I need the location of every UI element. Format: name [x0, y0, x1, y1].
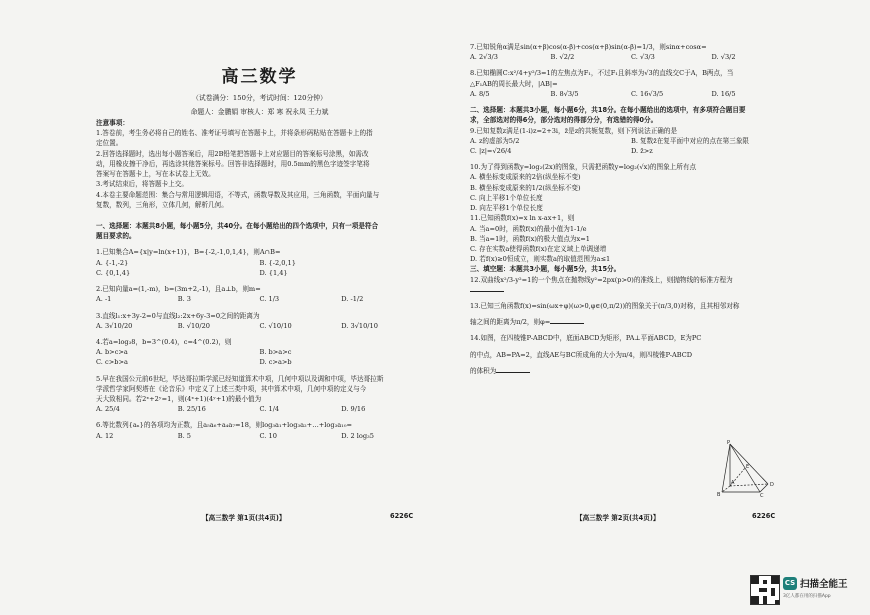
section-line: 求，全部选对的得6分，部分选对的得部分分，有选错的得0分。 [470, 116, 658, 125]
option-row [96, 321, 423, 331]
option: A. 2√3/3 [470, 53, 498, 62]
q14-stem: 14.如图，在四棱锥P-ABCD中，底面ABCD为矩形，PA⊥平面ABCD，E为PC [470, 334, 702, 343]
spacer [96, 441, 423, 447]
option: C. √10/10 [259, 321, 292, 330]
label-p: P [727, 440, 731, 446]
option: D. 16/5 [711, 89, 736, 98]
q13-stem-2: 轴之间的距离为π/2，则φ= [470, 317, 792, 327]
brand-name: 扫描全能王 [800, 579, 848, 590]
option: A. -1 [96, 295, 112, 304]
question [470, 42, 792, 68]
option: C. 10 [259, 431, 277, 440]
option-row [96, 431, 423, 441]
question [96, 374, 423, 421]
question [96, 311, 423, 337]
q10-options [470, 172, 792, 213]
option: D. 若f(x)≥0恒成立，则实数a的取值范围为a≤1 [470, 255, 611, 264]
q10-stem: 10.为了得到函数y=log₂(2x)的图象，只需把函数y=log₂(√x)的图象上所有点 [470, 163, 697, 172]
option: B. √10/20 [177, 321, 210, 330]
camscanner-logo-icon: CS [783, 577, 797, 590]
option: A. 当a=0时，函数f(x)的最小值为1-1/e [470, 224, 587, 233]
option-row [96, 268, 423, 278]
option: D. c>a>b [259, 358, 292, 367]
question [96, 247, 423, 284]
notice-line: 3.考试结束后，将答题卡上交。 [96, 180, 189, 189]
notice-line: 动，用橡皮擦干净后，再选涂其他答案标号。回答非选择题时，用0.5mm的黑色字迹签字笔将 [96, 159, 370, 168]
option-row [96, 258, 423, 268]
question-stem: 7.已知锐角α满足sin(α+β)cos(α-β)+cos(α+β)sin(α-β)=1/3，则sinα+cosα= [470, 43, 707, 51]
option: B. 3 [177, 295, 191, 304]
option: D. √3/2 [711, 53, 736, 62]
option-row [470, 146, 792, 156]
label-c: C [760, 493, 764, 499]
option-row [96, 347, 423, 357]
option: D. 2 log₃5 [341, 431, 374, 440]
q12-blank-line [470, 285, 792, 295]
question-stem: △F₁AB的周长最大时，|AB|= [470, 79, 558, 88]
option: C. 存在实数a使得函数f(x)在定义域上单调递增 [470, 244, 607, 253]
option: C. 16√3/5 [631, 89, 664, 98]
option: B. 复数z̄在复平面中对应的点在第三象限 [631, 136, 750, 145]
notice-title: 注意事项： [96, 119, 129, 127]
section-two-header [470, 105, 792, 125]
question-stem: 天大致相同。若2ˣ+2ʸ=1，则(4ˣ+1)(4ʸ+1)的最小值为 [96, 395, 262, 404]
section-line: 二、选择题：本题共3小题，每小题6分，共18分。在每小题给出的选项中，有多项符合题目要 [470, 106, 746, 115]
question-stem: 5.早在我国公元前6世纪，毕达哥拉斯学派已经知道算术中项，几何中项以及调和中项，毕达哥拉斯 [96, 374, 384, 383]
q12-stem: 12.双曲线x²/3-y²=1的一个焦点在抛物线y²=2px(p>0)的准线上，则抛物线的标准方程为 [470, 275, 733, 284]
option: D. 3√10/10 [341, 321, 378, 330]
q11-stem: 11.已知函数f(x)=x ln x-ax+1，则 [470, 214, 575, 223]
left-column [96, 118, 423, 447]
option: A. 12 [96, 431, 114, 440]
right-column [470, 42, 792, 376]
q13-stem: 13.已知三角函数f(x)=sin(ωx+φ)(ω>0,φ∈(0,π/2))的图象关于(π/3,0)对称，且其相邻对称 [470, 302, 740, 311]
question-stem: 6.等比数列{aₙ}的各项均为正数，且a₅a₆+a₄a₇=18，则log₃a₁+log₃a₂+…+log₃a₁₀= [96, 421, 352, 430]
notice-line: 4.本卷主要命题范围：集合与常用逻辑用语，不等式，函数导数及其应用，三角函数，平面向量与 [96, 190, 380, 199]
question-stem: 4.若a=log₃8，b=3^(0.4)，c=4^(0.2)，则 [96, 337, 232, 346]
right-question-list [470, 42, 792, 105]
section-one-header [96, 221, 423, 241]
notice-line: 2.回答选择题时，选出每小题答案后，用2B铅笔把答题卡上对应题目的答案标号涂黑，如需改 [96, 149, 369, 158]
section-line: 题目要求的。 [96, 232, 136, 241]
option-row [470, 136, 792, 146]
section-line: 一、选择题：本题共8小题，每小题5分，共40分。在每小题给出的四个选项中，只有一项是符合 [96, 221, 379, 230]
option: B. √2/2 [550, 53, 575, 62]
footer-right: 【高三数学 第2页(共4页)】 [576, 514, 660, 522]
question [470, 68, 792, 105]
question [96, 337, 423, 374]
option: A. 8/5 [470, 89, 490, 98]
q9-options [470, 136, 792, 156]
option: B. 横坐标变成原来的1/2(纵坐标不变) [470, 183, 581, 192]
option: D. 9/16 [341, 405, 366, 414]
question [96, 420, 423, 446]
notice-list [96, 128, 423, 210]
q14-stem-3: 的体积为 [470, 366, 792, 376]
page-code-right: 6226C [752, 512, 776, 520]
notice-line: 复数，数列，三角形，立体几何，解析几何。 [96, 200, 228, 209]
option: A. z的虚部为5/2 [470, 136, 520, 145]
option: B. 8√3/5 [550, 89, 579, 98]
option: D. -1/2 [341, 295, 364, 304]
q14-stem-2: 的中点，AB=PA=2，直线AE与BC所成角的大小为π/4，则四棱锥P-ABCD [470, 350, 693, 359]
option-row [470, 52, 792, 62]
page-title: 高三数学 [221, 67, 298, 87]
authors-line: 命题人：金鹏娟 审核人：郑 寒 祝永凤 王力斌 [190, 108, 329, 116]
question-stem: 3.直线l₁:x+3y-2=0与直线l₂:2x+6y-3=0之间的距离为 [96, 311, 260, 320]
option: C. |z|=√26/4 [470, 146, 512, 155]
option: D. {1,4} [259, 268, 288, 277]
option: A. b>c>a [96, 348, 128, 357]
brand-tagline: 3亿人都在用的扫描App [783, 594, 831, 599]
question [96, 284, 423, 310]
question-stem: 学派哲学家阿契塔在《论音乐》中定义了上述三类中项，其中算术中项，几何中项的定义与今 [96, 384, 367, 393]
label-d: D [770, 482, 774, 488]
question-stem: 1.已知集合A={x|y=ln(x+1)}，B={-2,-1,0,1,4}，则A∩B= [96, 248, 281, 257]
option-row [470, 89, 792, 99]
qr-code-icon [750, 575, 780, 605]
footer-left: 【高三数学 第1页(共4页)】 [202, 514, 286, 522]
question-stem: 2.已知向量a=(1,-m)，b=(3m+2,-1)，且a⊥b，则m= [96, 285, 261, 294]
option: C. c>b>a [96, 358, 128, 367]
option: C. {0,1,4} [96, 268, 131, 277]
page-code-left: 6226C [390, 512, 414, 520]
option: B. {-2,0,1} [259, 258, 296, 267]
label-e: E [746, 464, 750, 470]
scanner-watermark [750, 575, 862, 607]
option: D. z̄>z [631, 146, 653, 155]
option: B. 当a=1时，函数f(x)的极大值点为x=1 [470, 234, 590, 243]
option: B. 25/16 [177, 405, 206, 414]
notice-line: 答案写在答题卡上，写在本试卷上无效。 [96, 170, 215, 179]
left-question-list [96, 247, 423, 447]
option: B. 5 [177, 431, 191, 440]
option: A. {-1,-2} [96, 258, 129, 267]
q11-options [470, 224, 792, 265]
option: A. 3√10/20 [96, 321, 133, 330]
exam-info: （试卷满分：150分，考试时间：120分钟） [192, 94, 327, 102]
option: C. 1/3 [259, 295, 280, 304]
answer-blank [550, 317, 584, 324]
section-three-header: 三、填空题：本题共3小题，每小题5分，共15分。 [470, 265, 621, 274]
label-a: A [731, 480, 735, 486]
option: C. 向上平移1个单位长度 [470, 193, 543, 202]
option-row [96, 357, 423, 367]
notice-line: 1.答卷前，考生务必将自己的姓名、准考证号填写在答题卡上，并将条形码粘贴在答题卡上的指 [96, 129, 373, 138]
option-row [96, 404, 423, 414]
option: C. √3/3 [631, 53, 655, 62]
option-row [96, 294, 423, 304]
option: B. b>a>c [259, 348, 292, 357]
option: C. 1/4 [259, 405, 280, 414]
option: A. 横坐标变成原来的2倍(纵坐标不变) [470, 173, 581, 182]
answer-blank [470, 285, 504, 292]
option: D. 向左平移1个单位长度 [470, 204, 543, 213]
pyramid-figure [716, 440, 778, 498]
label-b: B [717, 492, 721, 498]
answer-blank [496, 366, 530, 373]
notice-line: 定位置。 [96, 139, 123, 148]
option: A. 25/4 [96, 405, 120, 414]
q9-stem: 9.已知复数z满足(1-i)z=2+3i，z̄是z的共轭复数，则下列说法正确的是 [470, 126, 678, 135]
question-stem: 8.已知椭圆C:x²/4+y²/3=1的左焦点为F₁，不过F₁且斜率为√3的直线交C于A，B两点，当 [470, 69, 734, 78]
